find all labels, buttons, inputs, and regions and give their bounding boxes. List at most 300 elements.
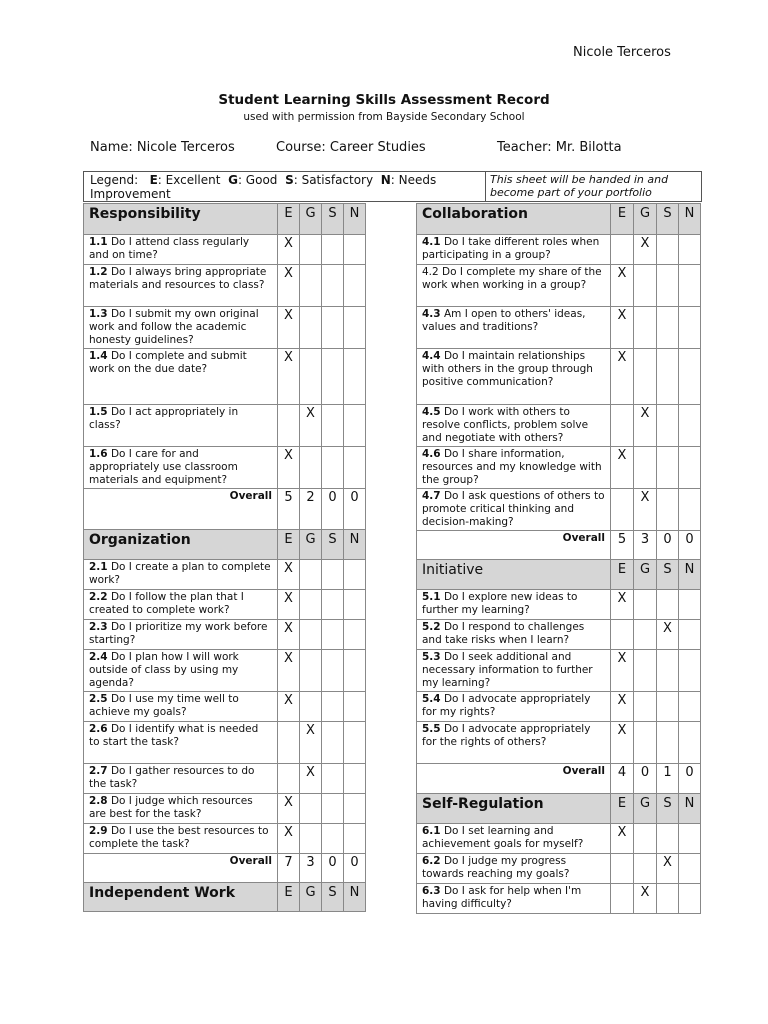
question-row [417, 447, 701, 489]
overall-count-n: 0 [344, 854, 366, 883]
question-number: 1.5 [89, 406, 108, 418]
rating-cell-n [344, 405, 366, 447]
rating-cell-g [634, 349, 657, 405]
question-row [417, 405, 701, 447]
teacher-field: Teacher: Mr. Bilotta [497, 140, 622, 155]
overall-count-g: 3 [300, 854, 322, 883]
rating-header-e: E [611, 794, 634, 824]
rating-cell-s [657, 405, 679, 447]
question-row [84, 794, 366, 824]
rating-cell-n [344, 794, 366, 824]
question-number: 4.1 [422, 236, 441, 248]
rating-cell-g [300, 620, 322, 650]
rating-cell-e: X [278, 235, 300, 265]
question-text [417, 265, 611, 307]
question-text [417, 349, 611, 405]
overall-count-s: 0 [322, 489, 344, 530]
rating-header-g: G [634, 560, 657, 590]
rating-cell-n [679, 620, 701, 650]
rating-cell-g: X [634, 235, 657, 265]
rating-cell-n [679, 650, 701, 692]
rating-cell-e: X [278, 560, 300, 590]
rating-cell-e [611, 235, 634, 265]
rating-cell-e: X [278, 794, 300, 824]
question-body: Do I advocate appropriately for the rights of others? [422, 723, 591, 748]
rating-header-n: N [344, 530, 366, 560]
rating-cell-e: X [278, 650, 300, 692]
question-body: Do I judge my progress towards reaching my goals? [422, 855, 570, 880]
section-header-row [84, 883, 366, 912]
question-body: Do I gather resources to do the task? [89, 765, 255, 790]
section-title: Collaboration [417, 204, 611, 235]
overall-count-g: 3 [634, 531, 657, 560]
question-text [84, 650, 278, 692]
question-body: Am I open to others' ideas, values and traditions? [422, 308, 586, 333]
question-body: Do I identify what is needed to start the task? [89, 723, 259, 748]
rating-cell-s: X [657, 854, 679, 884]
rating-cell-e: X [611, 824, 634, 854]
question-row [84, 722, 366, 764]
question-row [84, 692, 366, 722]
question-number: 5.5 [422, 723, 441, 735]
rating-cell-e [611, 489, 634, 531]
rating-cell-e [611, 854, 634, 884]
question-number: 5.2 [422, 621, 441, 633]
question-text [417, 884, 611, 914]
rating-cell-n [344, 650, 366, 692]
rating-cell-s [657, 235, 679, 265]
question-number: 6.2 [422, 855, 441, 867]
rating-header-s: S [657, 204, 679, 235]
question-body: Do I care for and appropriately use classroom materials and equipment? [89, 448, 238, 486]
question-row [84, 620, 366, 650]
rating-cell-g [634, 590, 657, 620]
rating-cell-e: X [278, 590, 300, 620]
question-body: Do I follow the plan that I created to complete work? [89, 591, 244, 616]
question-number: 2.8 [89, 795, 108, 807]
question-row [417, 692, 701, 722]
question-body: Do I maintain relationships with others in the group through positive communication? [422, 350, 593, 388]
rating-cell-g [634, 307, 657, 349]
rating-cell-g [634, 692, 657, 722]
rating-cell-s [322, 692, 344, 722]
question-body: Do I plan how I will work outside of class by using my agenda? [89, 651, 239, 689]
rating-cell-g: X [634, 405, 657, 447]
question-body: Do I ask for help when I'm having difficulty? [422, 885, 582, 910]
rating-header-n: N [344, 883, 366, 912]
rating-cell-s [657, 650, 679, 692]
question-number: 2.7 [89, 765, 108, 777]
rating-cell-s [657, 265, 679, 307]
question-text [417, 235, 611, 265]
question-body: Do I advocate appropriately for my rights? [422, 693, 591, 718]
question-row [84, 235, 366, 265]
rating-cell-n [344, 824, 366, 854]
overall-row [417, 531, 701, 560]
rating-cell-e: X [278, 620, 300, 650]
rating-cell-n [679, 722, 701, 764]
rating-cell-e: X [278, 692, 300, 722]
question-body: Do I always bring appropriate materials and resources to class? [89, 266, 267, 291]
question-body: Do I use the best resources to complete the task? [89, 825, 269, 850]
question-row [84, 265, 366, 307]
question-number: 2.4 [89, 651, 108, 663]
question-row [417, 590, 701, 620]
rating-cell-s [657, 884, 679, 914]
question-text [84, 590, 278, 620]
rating-cell-n [679, 590, 701, 620]
question-row [417, 722, 701, 764]
rating-cell-s [322, 794, 344, 824]
overall-label: Overall [417, 764, 611, 794]
rating-cell-g: X [300, 722, 322, 764]
section-title: Self-Regulation [417, 794, 611, 824]
question-text [417, 824, 611, 854]
overall-label: Overall [84, 854, 278, 883]
rating-cell-n [344, 620, 366, 650]
question-text [417, 854, 611, 884]
question-number: 1.2 [89, 266, 108, 278]
rating-cell-s [657, 824, 679, 854]
question-number: 4.3 [422, 308, 441, 320]
overall-count-e: 5 [278, 489, 300, 530]
question-body: Do I ask questions of others to promote critical thinking and decision-making? [422, 490, 605, 528]
rating-header-e: E [278, 883, 300, 912]
question-text [84, 235, 278, 265]
question-body: Do I work with others to resolve conflicts, problem solve and negotiate with others? [422, 406, 589, 444]
question-number: 2.1 [89, 561, 108, 573]
rating-header-g: G [634, 794, 657, 824]
overall-label: Overall [417, 531, 611, 560]
question-body: Do I act appropriately in class? [89, 406, 239, 431]
rating-header-g: G [300, 883, 322, 912]
rating-cell-n [679, 854, 701, 884]
question-row [417, 489, 701, 531]
rating-cell-n [679, 235, 701, 265]
question-text [84, 794, 278, 824]
rating-cell-n [344, 265, 366, 307]
question-text [84, 722, 278, 764]
rating-cell-g [300, 692, 322, 722]
rating-cell-e: X [611, 692, 634, 722]
rating-cell-s [322, 235, 344, 265]
question-number: 2.9 [89, 825, 108, 837]
rating-header-n: N [344, 204, 366, 235]
rating-cell-e: X [611, 722, 634, 764]
overall-count-s: 1 [657, 764, 679, 794]
rating-cell-g [300, 560, 322, 590]
question-body: Do I use my time well to achieve my goals? [89, 693, 239, 718]
rating-cell-e [611, 884, 634, 914]
rating-cell-e: X [278, 447, 300, 489]
rating-header-s: S [322, 530, 344, 560]
rating-cell-e [278, 405, 300, 447]
rating-cell-g [300, 349, 322, 405]
question-row [417, 650, 701, 692]
rating-cell-g [300, 447, 322, 489]
question-body: 4.2 Do I complete my share of the work when working in a group? [422, 266, 602, 291]
rating-cell-e [611, 620, 634, 650]
rating-cell-g: X [634, 489, 657, 531]
rating-header-s: S [657, 560, 679, 590]
rating-cell-n [679, 824, 701, 854]
question-row [84, 560, 366, 590]
overall-count-e: 4 [611, 764, 634, 794]
rating-cell-s [322, 447, 344, 489]
rating-header-g: G [634, 204, 657, 235]
question-number: 1.6 [89, 448, 108, 460]
overall-row [84, 489, 366, 530]
question-text [417, 307, 611, 349]
section-title: Organization [84, 530, 278, 560]
section-title: Independent Work [84, 883, 278, 912]
question-row [417, 307, 701, 349]
question-body: Do I seek additional and necessary information to further my learning? [422, 651, 593, 689]
rating-cell-e: X [611, 447, 634, 489]
rating-header-e: E [611, 560, 634, 590]
name-field: Name: Nicole Terceros [90, 140, 235, 155]
question-number: 4.4 [422, 350, 441, 362]
rating-cell-g [634, 265, 657, 307]
overall-label: Overall [84, 489, 278, 530]
question-text [417, 447, 611, 489]
question-body: Do I judge which resources are best for the task? [89, 795, 253, 820]
left-assessment-table [83, 203, 366, 912]
rating-cell-g [634, 650, 657, 692]
overall-count-n: 0 [344, 489, 366, 530]
question-row [84, 650, 366, 692]
rating-cell-s [322, 560, 344, 590]
rating-cell-g [634, 854, 657, 884]
question-row [417, 265, 701, 307]
overall-count-s: 0 [657, 531, 679, 560]
rating-header-s: S [322, 204, 344, 235]
rating-cell-s [322, 349, 344, 405]
question-text [417, 590, 611, 620]
overall-count-g: 2 [300, 489, 322, 530]
question-row [84, 764, 366, 794]
rating-cell-s [657, 349, 679, 405]
rating-cell-s [657, 722, 679, 764]
question-body: Do I respond to challenges and take risks when I learn? [422, 621, 585, 646]
right-assessment-table [416, 203, 701, 914]
question-text [417, 692, 611, 722]
legend-box [83, 171, 702, 202]
rating-header-s: S [322, 883, 344, 912]
overall-count-e: 7 [278, 854, 300, 883]
rating-cell-g [300, 307, 322, 349]
rating-header-e: E [278, 204, 300, 235]
overall-count-n: 0 [679, 531, 701, 560]
question-row [417, 235, 701, 265]
rating-cell-s [322, 824, 344, 854]
portfolio-note: This sheet will be handed in and become part of your portfolio [485, 172, 702, 201]
section-header-row [417, 794, 701, 824]
rating-cell-g: X [300, 405, 322, 447]
rating-cell-e: X [611, 265, 634, 307]
question-row [84, 307, 366, 349]
document-subtitle: used with permission from Bayside Secondary School [243, 111, 525, 123]
rating-cell-n [679, 349, 701, 405]
question-row [84, 349, 366, 405]
question-number: 6.3 [422, 885, 441, 897]
rating-cell-n [679, 265, 701, 307]
question-text [84, 824, 278, 854]
question-row [84, 447, 366, 489]
question-text [417, 650, 611, 692]
rating-cell-g [300, 590, 322, 620]
question-number: 1.1 [89, 236, 108, 248]
question-number: 6.1 [422, 825, 441, 837]
student-name-header: Nicole Terceros [573, 45, 671, 60]
question-row [417, 824, 701, 854]
question-number: 5.4 [422, 693, 441, 705]
rating-cell-n [344, 692, 366, 722]
section-header-row [417, 560, 701, 590]
rating-header-e: E [278, 530, 300, 560]
question-number: 4.6 [422, 448, 441, 460]
rating-cell-n [679, 489, 701, 531]
question-body: Do I attend class regularly and on time? [89, 236, 250, 261]
overall-row [417, 764, 701, 794]
question-number: 5.3 [422, 651, 441, 663]
section-header-row [417, 204, 701, 235]
question-body: Do I submit my own original work and follow the academic honesty guidelines? [89, 308, 259, 346]
rating-cell-e: X [278, 307, 300, 349]
rating-cell-s [657, 489, 679, 531]
question-text [84, 307, 278, 349]
course-field: Course: Career Studies [276, 140, 426, 155]
question-text [84, 620, 278, 650]
question-number: 2.6 [89, 723, 108, 735]
question-text [84, 560, 278, 590]
rating-cell-g [634, 722, 657, 764]
rating-cell-s [322, 764, 344, 794]
rating-cell-s [657, 692, 679, 722]
rating-cell-s [322, 620, 344, 650]
question-row [84, 590, 366, 620]
rating-cell-e: X [278, 265, 300, 307]
rating-cell-g: X [634, 884, 657, 914]
overall-count-s: 0 [322, 854, 344, 883]
rating-cell-n [679, 884, 701, 914]
section-title: Initiative [417, 560, 611, 590]
question-body: Do I set learning and achievement goals for myself? [422, 825, 584, 850]
rating-cell-n [344, 722, 366, 764]
question-text [84, 764, 278, 794]
question-number: 2.5 [89, 693, 108, 705]
rating-cell-s [322, 307, 344, 349]
question-text [84, 447, 278, 489]
rating-cell-e: X [278, 349, 300, 405]
question-text [84, 265, 278, 307]
rating-cell-n [679, 307, 701, 349]
question-body: Do I explore new ideas to further my learning? [422, 591, 578, 616]
rating-cell-g [634, 620, 657, 650]
rating-cell-n [344, 307, 366, 349]
question-number: 2.3 [89, 621, 108, 633]
rating-cell-e: X [611, 650, 634, 692]
overall-count-g: 0 [634, 764, 657, 794]
rating-cell-n [344, 590, 366, 620]
rating-cell-g [300, 650, 322, 692]
question-text [417, 722, 611, 764]
question-body: Do I take different roles when participating in a group? [422, 236, 600, 261]
question-body: Do I prioritize my work before starting? [89, 621, 268, 646]
rating-cell-n [344, 447, 366, 489]
question-text [84, 405, 278, 447]
rating-cell-g [634, 447, 657, 489]
rating-cell-n [344, 764, 366, 794]
rating-cell-e [278, 722, 300, 764]
rating-cell-g [300, 824, 322, 854]
rating-cell-s [322, 722, 344, 764]
question-body: Do I share information, resources and my knowledge with the group? [422, 448, 602, 486]
rating-cell-g [300, 235, 322, 265]
rating-cell-s [322, 590, 344, 620]
question-row [84, 405, 366, 447]
question-number: 4.5 [422, 406, 441, 418]
rating-cell-s [322, 405, 344, 447]
question-number: 1.4 [89, 350, 108, 362]
rating-cell-g [634, 824, 657, 854]
rating-header-s: S [657, 794, 679, 824]
rating-cell-s [657, 307, 679, 349]
question-row [84, 824, 366, 854]
overall-row [84, 854, 366, 883]
question-text [84, 692, 278, 722]
section-header-row [84, 530, 366, 560]
question-row [417, 854, 701, 884]
question-number: 5.1 [422, 591, 441, 603]
rating-cell-e [611, 405, 634, 447]
rating-header-n: N [679, 204, 701, 235]
question-text [417, 405, 611, 447]
rating-cell-s [322, 265, 344, 307]
rating-cell-g [300, 265, 322, 307]
rating-cell-n [679, 692, 701, 722]
rating-header-e: E [611, 204, 634, 235]
overall-count-e: 5 [611, 531, 634, 560]
rating-cell-e: X [278, 824, 300, 854]
rating-header-g: G [300, 204, 322, 235]
question-text [417, 620, 611, 650]
question-number: 1.3 [89, 308, 108, 320]
rating-header-g: G [300, 530, 322, 560]
question-number: 2.2 [89, 591, 108, 603]
question-row [417, 349, 701, 405]
rating-cell-s [657, 447, 679, 489]
rating-header-n: N [679, 794, 701, 824]
rating-cell-n [344, 235, 366, 265]
question-text [417, 489, 611, 531]
rating-cell-e: X [611, 307, 634, 349]
rating-header-n: N [679, 560, 701, 590]
rating-cell-n [679, 405, 701, 447]
section-title: Responsibility [84, 204, 278, 235]
document-title: Student Learning Skills Assessment Record [218, 92, 550, 108]
overall-count-n: 0 [679, 764, 701, 794]
section-header-row [84, 204, 366, 235]
rating-cell-e: X [611, 349, 634, 405]
question-number: 4.7 [422, 490, 441, 502]
rating-cell-e: X [611, 590, 634, 620]
question-body: Do I complete and submit work on the due date? [89, 350, 247, 375]
legend-text: Legend: E: Excellent G: Good S: Satisfactory N: Needs Improvement [90, 173, 437, 201]
rating-cell-n [344, 349, 366, 405]
rating-cell-s [657, 590, 679, 620]
rating-cell-s: X [657, 620, 679, 650]
